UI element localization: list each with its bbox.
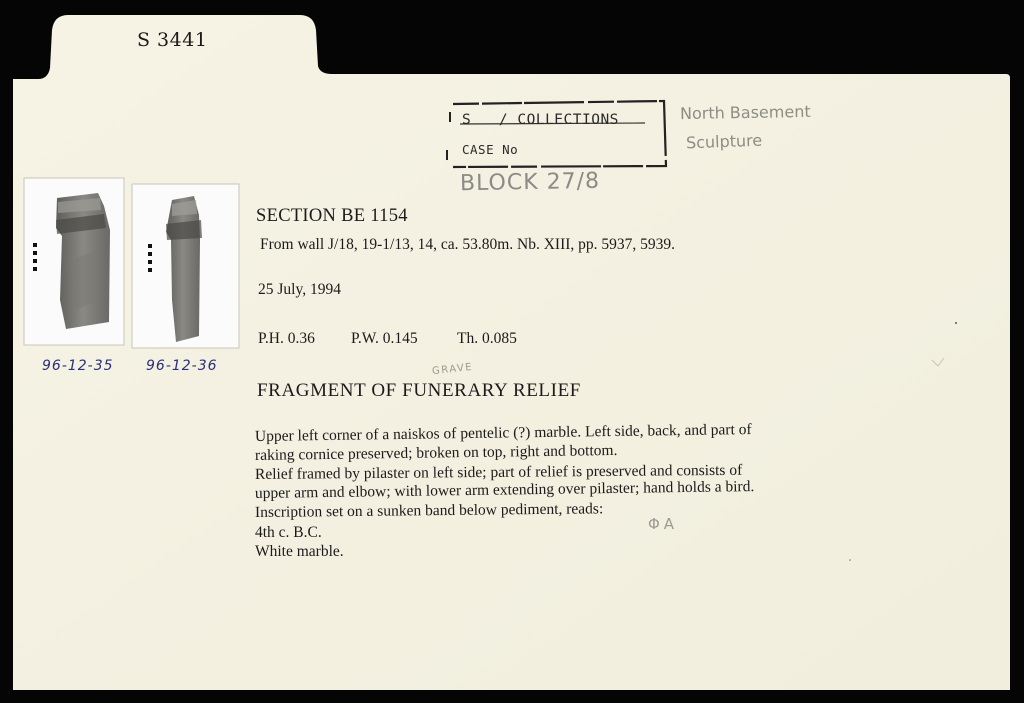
catalog-date: 25 July, 1994 (258, 281, 341, 298)
photo-label-front: 96-12-35 (42, 358, 114, 374)
description-line: 4th c. B.C. (255, 524, 322, 541)
handwritten-location-line1: North Basement (679, 101, 811, 124)
handwritten-location-line2: Sculpture (685, 130, 763, 153)
dimension-width: P.W. 0.145 (351, 330, 418, 347)
handwritten-grave-note: GRAVE (431, 361, 474, 378)
description-line: raking cornice preserved; broken on top, right and bottom. (254, 441, 618, 464)
section-title: SECTION BE 1154 (256, 206, 408, 226)
handwritten-inscription: ΦA (648, 515, 679, 533)
description-line: upper arm and elbow; with lower arm extending over pilaster; hand holds a bird. (254, 478, 755, 502)
photo-fragment-side (132, 184, 239, 348)
photo-fragment-front (24, 178, 124, 345)
photo-label-side: 96-12-36 (146, 358, 218, 374)
handwritten-block-number: BLOCK 27/8 (459, 168, 601, 197)
dimension-thickness: Th. 0.085 (457, 330, 517, 347)
dimension-height: P.H. 0.36 (258, 330, 315, 347)
description-line: Upper left corner of a naiskos of pentelic (?) marble. Left side, back, and part of (254, 421, 752, 445)
card-tab-number: S 3441 (137, 29, 208, 51)
description-line: Relief framed by pilaster on left side; part of relief is preserved and consists of (254, 461, 743, 483)
object-heading: FRAGMENT OF FUNERARY RELIEF (257, 380, 581, 401)
stamp-case-text: CASE No (462, 142, 519, 157)
description-line: White marble. (255, 543, 344, 560)
description-line: Inscription set on a sunken band below pediment, reads: (254, 500, 604, 521)
provenance-line: From wall J/18, 19-1/13, 14, ca. 53.80m. Nb. XIII, pp. 5937, 5939. (260, 236, 676, 253)
stamp-collections-text: S / COLLECTIONS (462, 112, 619, 128)
